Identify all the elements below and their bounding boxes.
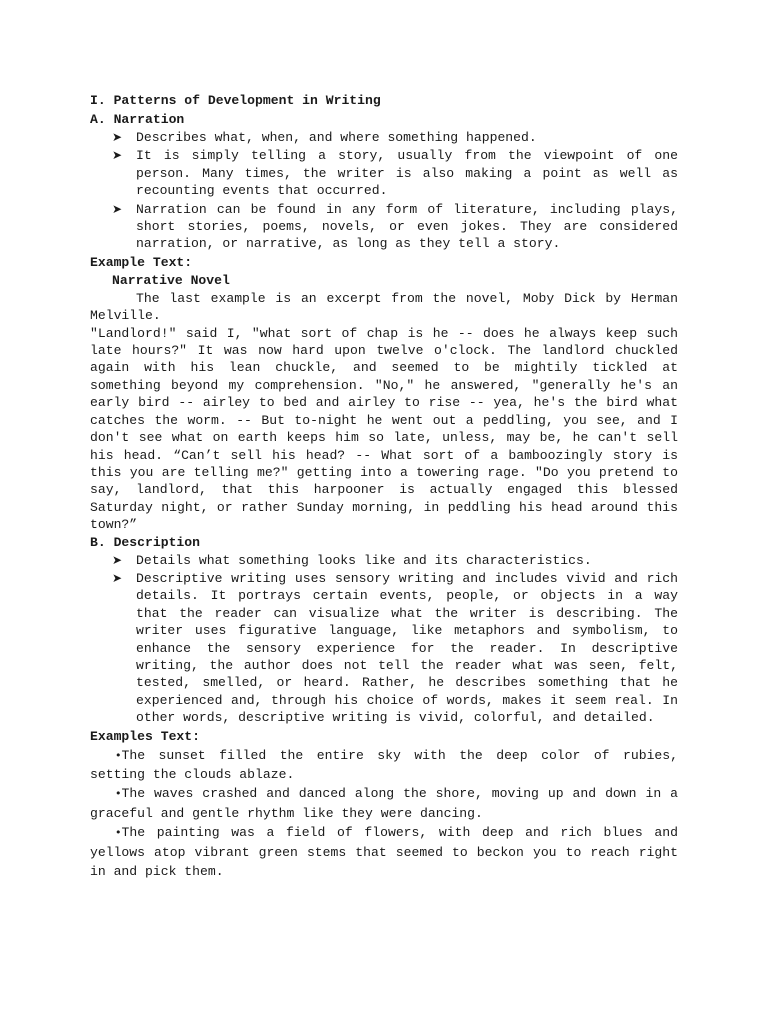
narration-bullet: ➤ Describes what, when, and where something happened.	[112, 130, 537, 145]
examples-text-label: Examples Text:	[90, 728, 201, 744]
arrowhead-bullet-icon: ➤	[112, 130, 123, 144]
dot-bullet-icon: •	[115, 787, 122, 801]
example-item: •The waves crashed and danced along the shore, moving up and down in a graceful and gentle rhythm like they were dancing.	[90, 786, 678, 821]
dot-bullet-icon: •	[115, 748, 122, 762]
section-narration-title: A. Narration	[90, 112, 185, 127]
arrowhead-bullet-icon: ➤	[112, 201, 123, 216]
description-bullet: ➤ Details what something looks like and its characteristics.	[112, 552, 592, 568]
arrowhead-bullet-icon: ➤	[112, 570, 123, 585]
excerpt-intro: The last example is an excerpt from the novel, Moby Dick by Herman Melville.	[90, 290, 678, 324]
novel-excerpt: "Landlord!" said I, "what sort of chap is he -- does he always keep such late hours?" It was now hard upon twelve o'clock. The landlord chuckled again with his lean chuckle, and seemed to be mightily tickled at something beyond my comprehension. "No," he answered, "generally he's an early bird -- airley to bed and airley to rise -- yea, he's the bird what catches the worm. -- But to-night he went out a peddling, you see, and I don't see what on earth keeps him so late, unless, may be, he can't sell his head. “Can’t sell his head? -- What sort of a bamboozingly story is this you are telling me?" getting into a towering rage. "Do you pretend to say, landlord, that this harpooner is actually engaged this blessed Saturday night, or rather Sunday morning, in peddling his head around this town?”	[90, 325, 678, 533]
example-item: •The painting was a field of flowers, with deep and rich blues and yellows atop vibrant green stems that seemed to beckon you to reach right in and pick them.	[90, 825, 678, 880]
section-description-title: B. Description	[90, 534, 201, 550]
narration-bullet: ➤ It is simply telling a story, usually from the viewpoint of one person. Many times, the writer is also making a point as well as recounting events that occurred.	[112, 148, 678, 199]
narration-bullet: ➤ Narration can be found in any form of literature, including plays, short stories, poems, novels, or even jokes. They are considered narration, or narrative, as long as they tell a story.	[112, 201, 678, 252]
document-body	[90, 92, 678, 881]
arrowhead-bullet-icon: ➤	[112, 148, 123, 163]
example-text-label: Example Text:	[90, 254, 193, 270]
document-heading: I. Patterns of Development in Writing	[90, 93, 381, 108]
dot-bullet-icon: •	[115, 826, 122, 840]
example-subtitle: Narrative Novel	[112, 272, 230, 288]
example-item: •The sunset filled the entire sky with the deep color of rubies, setting the clouds ablaze.	[90, 747, 678, 782]
arrowhead-bullet-icon: ➤	[112, 552, 123, 567]
description-bullet: ➤ Descriptive writing uses sensory writing and includes vivid and rich details. It portrays certain events, people, or objects in a way that the reader can visualize what the writer is describing. The writer uses figurative language, like metaphors and symbolism, to enhance the sensory experience for the reader. In descriptive writing, the author does not tell the reader what was seen, felt, tested, smelled, or heard. Rather, he describes something that he experienced and, through his choice of words, makes it seem real. In other words, descriptive writing is vivid, colorful, and detailed.	[112, 570, 678, 726]
